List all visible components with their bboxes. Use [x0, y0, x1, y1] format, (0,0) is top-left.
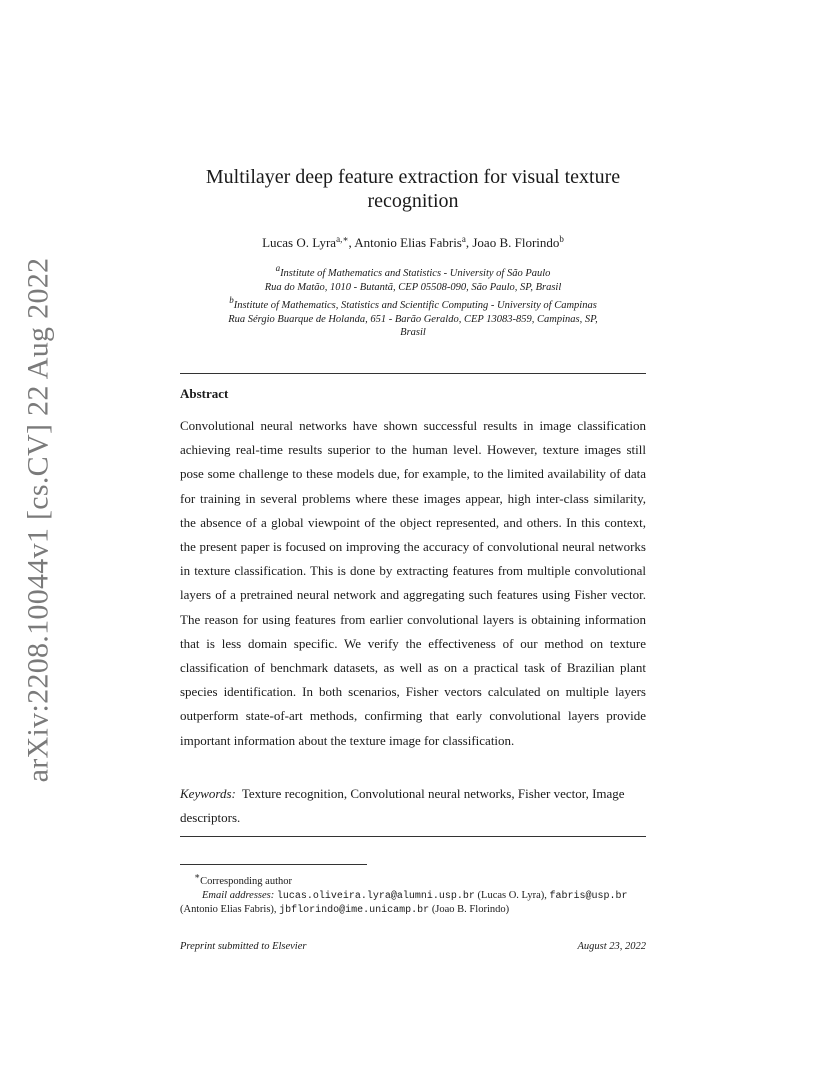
email-addresses-continued	[180, 903, 646, 918]
affiliation-mark: b	[229, 295, 234, 305]
abstract-body: Convolutional neural networks have shown successful results in image classification achieving real-time results superior to the human level. However, texture images still pose some challenge to these models due, for example, to the limited availability of data for training in several problems where these images appear, high inter-class similarity, the absence of a global viewpoint of the object represented, and others. In this context, the present paper is focused on improving the accuracy of convolutional neural networks in texture classification. This is done by extracting features from multiple convolutional layers of a pretrained neural network and aggregating such features using Fisher vector. The reason for using features from earlier convolutional layers is obtaining information that is less domain specific. We verify the effectiveness of our method on texture classification of benchmark datasets, as well as on a practical task of Brazilian plant species identification. In both scenarios, Fisher vectors calculated on multiple layers outperform state-of-art methods, confirming that early convolutional layers provide important information about the texture image for classification.	[180, 418, 646, 748]
abstract-top-rule	[180, 373, 646, 374]
author-mark: a,∗	[336, 234, 349, 244]
abstract-bottom-rule	[180, 836, 646, 837]
email-owner: (Joao B. Florindo)	[431, 904, 510, 915]
preprint-note: Preprint submitted to Elsevier	[180, 941, 307, 952]
preprint-date: August 23, 2022	[577, 941, 646, 952]
affiliation-mark: a	[275, 263, 281, 273]
affiliation-line: Institute of Mathematics and Statistics - University of São Paulo	[280, 268, 551, 279]
affiliation-a	[180, 262, 646, 281]
footnote	[180, 870, 646, 918]
affiliation-line: Institute of Mathematics, Statistics and Scientific Computing - University of Campinas	[233, 300, 597, 311]
author-name: Lucas O. Lyra	[262, 235, 337, 250]
corresponding-author-note	[180, 870, 646, 889]
affiliation-line: Brasil	[400, 327, 426, 338]
affiliations	[180, 262, 646, 340]
corresponding-author-text: Corresponding author	[200, 876, 292, 887]
arxiv-identifier	[18, 257, 58, 783]
author-separator: ,	[465, 235, 473, 250]
keywords-text: Texture recognition, Convolutional neural networks, Fisher vector, Image descriptors.	[180, 786, 625, 826]
footnote-rule	[180, 864, 367, 865]
author-mark: b	[559, 234, 564, 244]
author-list	[180, 234, 646, 251]
email-link[interactable]: fabris@usp.br	[549, 890, 628, 902]
keywords-label: Keywords:	[180, 786, 236, 801]
paper-title: Multilayer deep feature extraction for visual texture recognition	[205, 166, 621, 212]
arxiv-identifier-text: arXiv:2208.10044v1 [cs.CV] 22 Aug 2022	[21, 257, 55, 783]
footnote-mark: ∗	[194, 871, 201, 881]
affiliation-line: Rua Sérgio Buarque de Holanda, 651 - Barão Geraldo, CEP 13083-859, Campinas, SP,	[228, 313, 598, 325]
email-link[interactable]: jbflorindo@ime.unicamp.br	[279, 905, 430, 916]
email-owner: (Lucas O. Lyra),	[477, 889, 547, 901]
affiliation-b	[180, 294, 646, 313]
keywords	[180, 782, 646, 830]
author-name: Antonio Elias Fabris	[354, 235, 462, 250]
email-label: Email addresses:	[202, 889, 275, 901]
abstract-heading: Abstract	[180, 386, 229, 401]
email-addresses	[180, 889, 646, 904]
email-link[interactable]: lucas.oliveira.lyra@alumni.usp.br	[276, 890, 475, 902]
author-name: Joao B. Florindo	[472, 235, 560, 250]
affiliation-line: Rua do Matão, 1010 - Butantã, CEP 05508-090, São Paulo, SP, Brasil	[264, 281, 562, 293]
author-mark: a	[461, 234, 466, 244]
author-separator: ,	[348, 235, 355, 250]
email-owner: (Antonio Elias Fabris),	[180, 904, 277, 915]
